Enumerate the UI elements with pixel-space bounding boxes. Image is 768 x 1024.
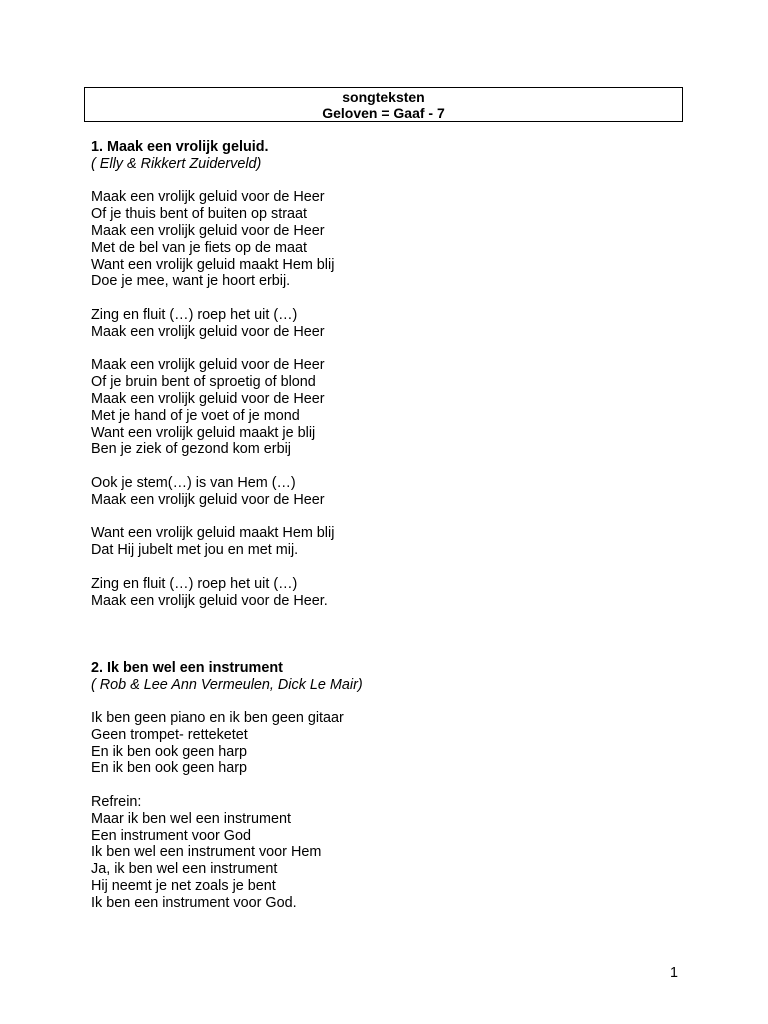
lyric-line: Geen trompet- retteketet [91, 726, 248, 743]
lyric-line: Want een vrolijk geluid maakt Hem blij [91, 525, 335, 542]
lyric-line: Met de bel van je fiets op de maat [91, 239, 307, 256]
lyric-line: Want een vrolijk geluid maakt Hem blij [91, 256, 335, 273]
lyric-line: Of je thuis bent of buiten op straat [91, 206, 307, 223]
stanza [91, 576, 651, 610]
song-title: 2. Ik ben wel een instrument [91, 659, 283, 676]
stanza [91, 525, 651, 559]
lyric-line: Doe je mee, want je hoort erbij. [91, 273, 291, 290]
lyric-line: Met je hand of je voet of je mond [91, 407, 300, 424]
document-header [84, 87, 683, 122]
lyric-line: Een instrument voor God [91, 827, 251, 844]
stanza [91, 710, 651, 777]
lyric-line: En ik ben ook geen harp [91, 743, 248, 760]
header-subtitle: Geloven = Gaaf - 7 [322, 105, 445, 121]
lyric-line: Maak een vrolijk geluid voor de Heer [91, 357, 325, 374]
lyric-line: Ik ben wel een instrument voor Hem [91, 844, 322, 861]
song-title: 1. Maak een vrolijk geluid. [91, 139, 269, 155]
lyric-line: Hij neemt je net zoals je bent [91, 878, 276, 895]
stanza [91, 189, 651, 290]
song-1 [91, 139, 651, 609]
header-title: songteksten [342, 89, 425, 105]
stanza [91, 307, 651, 341]
lyric-line: Ben je ziek of gezond kom erbij [91, 441, 291, 458]
lyric-line: Maar ik ben wel een instrument [91, 810, 291, 827]
lyric-line: Zing en fluit (…) roep het uit (…) [91, 575, 298, 592]
lyric-line: Dat Hij jubelt met jou en met mij. [91, 542, 299, 559]
lyric-line: En ik ben ook geen harp [91, 760, 248, 777]
songs-container [91, 139, 651, 912]
lyric-line: Zing en fluit (…) roep het uit (…) [91, 306, 298, 323]
lyric-line: Of je bruin bent of sproetig of blond [91, 374, 316, 391]
song-credit: ( Elly & Rikkert Zuiderveld) [91, 155, 262, 172]
refrain-label: Refrein: [91, 794, 142, 811]
lyric-line: Maak een vrolijk geluid voor de Heer [91, 491, 325, 508]
lyric-line: Ik ben geen piano en ik ben geen gitaar [91, 710, 344, 727]
lyric-line: Maak een vrolijk geluid voor de Heer [91, 390, 325, 407]
stanza [91, 475, 651, 509]
lyric-line: Ja, ik ben wel een instrument [91, 861, 278, 878]
page-number: 1 [669, 965, 678, 981]
song-2 [91, 660, 651, 912]
song-credit: ( Rob & Lee Ann Vermeulen, Dick Le Mair) [91, 676, 363, 693]
lyric-line: Maak een vrolijk geluid voor de Heer. [91, 592, 328, 609]
lyric-line: Ik ben een instrument voor God. [91, 894, 297, 911]
lyric-line: Maak een vrolijk geluid voor de Heer [91, 189, 325, 206]
stanza [91, 357, 651, 458]
lyric-line: Want een vrolijk geluid maakt je blij [91, 424, 316, 441]
lyric-line: Maak een vrolijk geluid voor de Heer [91, 323, 325, 340]
lyric-line: Ook je stem(…) is van Hem (…) [91, 474, 296, 491]
stanza [91, 794, 651, 912]
lyric-line: Maak een vrolijk geluid voor de Heer [91, 222, 325, 239]
